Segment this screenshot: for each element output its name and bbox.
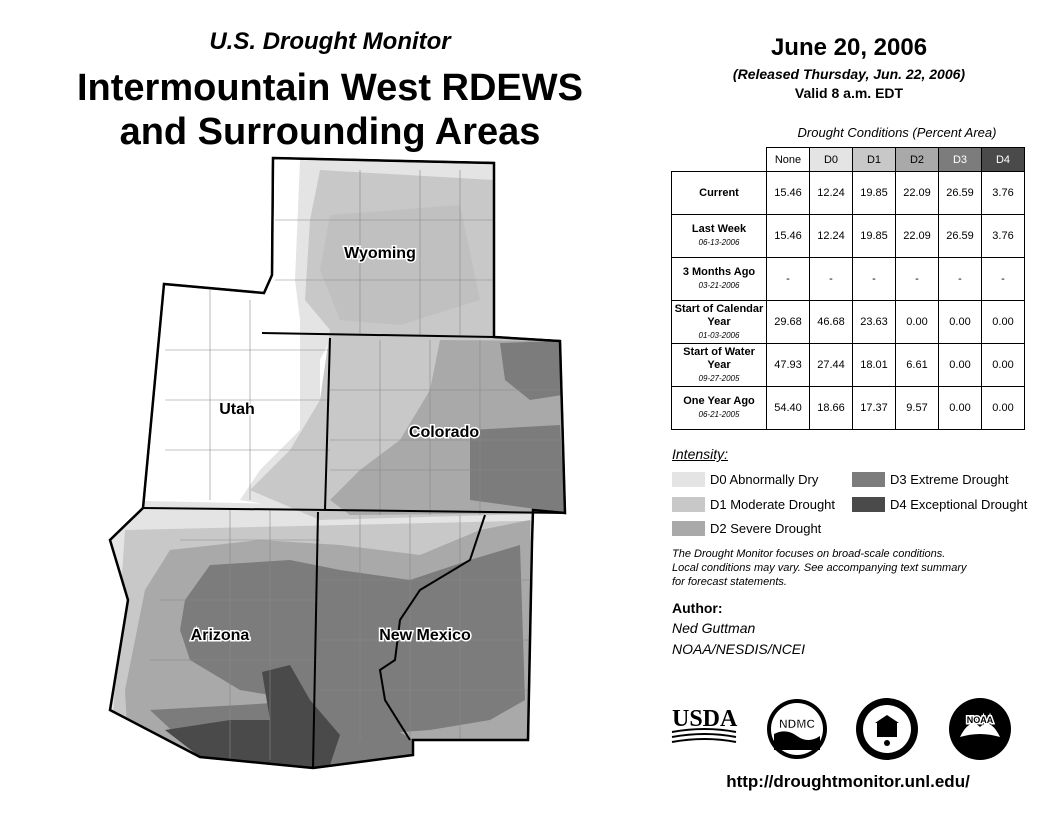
table-corner bbox=[672, 148, 767, 172]
state-label-arizona: Arizona bbox=[190, 627, 250, 644]
release-date: (Released Thursday, Jun. 22, 2006) bbox=[732, 66, 966, 82]
legend-swatch-d0 bbox=[672, 472, 705, 487]
map-title-line2: and Surrounding Areas bbox=[119, 111, 541, 153]
table-cell: 15.46 bbox=[767, 172, 810, 215]
legend-label-d0: D0 Abnormally Dry bbox=[710, 472, 819, 487]
table-header-row bbox=[672, 148, 1025, 172]
disclaimer bbox=[672, 547, 1022, 589]
table-cell: - bbox=[853, 258, 896, 301]
usda-logo bbox=[670, 704, 740, 748]
table-row bbox=[672, 344, 1025, 387]
table-cell: 26.59 bbox=[939, 215, 982, 258]
legend-swatch-d4 bbox=[852, 497, 885, 512]
table-cell: 18.01 bbox=[853, 344, 896, 387]
row-label: Current bbox=[672, 172, 767, 215]
legend-swatch-d2 bbox=[672, 521, 705, 536]
table-cell: 15.46 bbox=[767, 215, 810, 258]
table-cell: 29.68 bbox=[767, 301, 810, 344]
row-label: Start of Water Year 09-27-2005 bbox=[672, 344, 767, 387]
author-org: NOAA/NESDIS/NCEI bbox=[672, 641, 806, 657]
table-cell: - bbox=[810, 258, 853, 301]
table-row bbox=[672, 387, 1025, 430]
col-header-d1: D1 bbox=[853, 148, 896, 172]
map-title-line1: Intermountain West RDEWS bbox=[77, 67, 583, 109]
disclaimer-line: The Drought Monitor focuses on broad-scale conditions. bbox=[672, 548, 946, 560]
state-label-new-mexico: New Mexico bbox=[379, 627, 471, 644]
state-label-colorado: Colorado bbox=[408, 424, 480, 441]
table-cell: 19.85 bbox=[853, 172, 896, 215]
table-cell: - bbox=[939, 258, 982, 301]
ndmc-logo bbox=[766, 698, 828, 760]
d3-area-co bbox=[470, 425, 565, 513]
legend-swatch-d3 bbox=[852, 472, 885, 487]
table-cell: 3.76 bbox=[982, 215, 1025, 258]
d2-area-wy bbox=[320, 205, 480, 325]
legend-swatch-d1 bbox=[672, 497, 705, 512]
author-name: Ned Guttman bbox=[672, 620, 756, 636]
table-row bbox=[672, 301, 1025, 344]
website-url[interactable]: http://droughtmonitor.unl.edu/ bbox=[726, 772, 970, 791]
row-label: One Year Ago 06-21-2005 bbox=[672, 387, 767, 430]
table-cell: 0.00 bbox=[896, 301, 939, 344]
table-cell: 12.24 bbox=[810, 172, 853, 215]
table-cell: 47.93 bbox=[767, 344, 810, 387]
legend-label-d3: D3 Extreme Drought bbox=[890, 472, 1009, 487]
table-row bbox=[672, 258, 1025, 301]
col-header-d3: D3 bbox=[939, 148, 982, 172]
table-cell: 3.76 bbox=[982, 172, 1025, 215]
map-date: June 20, 2006 bbox=[770, 34, 928, 61]
disclaimer-line: for forecast statements. bbox=[672, 576, 787, 588]
commerce-seal bbox=[855, 697, 919, 761]
table-cell: - bbox=[767, 258, 810, 301]
table-cell: 27.44 bbox=[810, 344, 853, 387]
disclaimer-line: Local conditions may vary. See accompanying text summary bbox=[672, 562, 967, 574]
col-header-none: None bbox=[767, 148, 810, 172]
row-label: Start of Calendar Year 01-03-2006 bbox=[672, 301, 767, 344]
drought-conditions-table bbox=[671, 147, 1025, 430]
table-cell: 22.09 bbox=[896, 215, 939, 258]
table-cell: 9.57 bbox=[896, 387, 939, 430]
valid-time: Valid 8 a.m. EDT bbox=[794, 85, 904, 101]
table-cell: 6.61 bbox=[896, 344, 939, 387]
table-cell: 0.00 bbox=[982, 301, 1025, 344]
map-subtitle: U.S. Drought Monitor bbox=[209, 28, 451, 55]
drought-map bbox=[0, 150, 660, 780]
state-label-utah: Utah bbox=[219, 401, 255, 418]
svg-text:NDMC: NDMC bbox=[779, 717, 815, 731]
table-cell: 0.00 bbox=[939, 344, 982, 387]
table-row bbox=[672, 215, 1025, 258]
table-cell: - bbox=[982, 258, 1025, 301]
table-row bbox=[672, 172, 1025, 215]
row-label: Last Week 06-13-2006 bbox=[672, 215, 767, 258]
table-cell: 0.00 bbox=[982, 387, 1025, 430]
legend-title: Intensity: bbox=[672, 446, 729, 462]
table-cell: - bbox=[896, 258, 939, 301]
legend-label-d1: D1 Moderate Drought bbox=[710, 497, 836, 512]
table-cell: 23.63 bbox=[853, 301, 896, 344]
svg-text:USDA: USDA bbox=[672, 706, 738, 732]
author-label: Author: bbox=[672, 600, 723, 616]
svg-text:NOAA: NOAA bbox=[966, 715, 994, 725]
table-cell: 17.37 bbox=[853, 387, 896, 430]
noaa-logo bbox=[948, 697, 1012, 761]
table-cell: 26.59 bbox=[939, 172, 982, 215]
col-header-d2: D2 bbox=[896, 148, 939, 172]
col-header-d4: D4 bbox=[982, 148, 1025, 172]
table-cell: 54.40 bbox=[767, 387, 810, 430]
col-header-d0: D0 bbox=[810, 148, 853, 172]
table-cell: 0.00 bbox=[939, 301, 982, 344]
table-cell: 19.85 bbox=[853, 215, 896, 258]
legend-label-d4: D4 Exceptional Drought bbox=[890, 497, 1028, 512]
table-cell: 0.00 bbox=[982, 344, 1025, 387]
state-label-wyoming: Wyoming bbox=[344, 245, 416, 262]
map-title bbox=[20, 66, 640, 154]
table-cell: 18.66 bbox=[810, 387, 853, 430]
date-block bbox=[668, 34, 1030, 101]
table-cell: 46.68 bbox=[810, 301, 853, 344]
row-label: 3 Months Ago 03-21-2006 bbox=[672, 258, 767, 301]
table-cell: 22.09 bbox=[896, 172, 939, 215]
table-cell: 0.00 bbox=[939, 387, 982, 430]
table-cell: 12.24 bbox=[810, 215, 853, 258]
table-caption: Drought Conditions (Percent Area) bbox=[797, 125, 997, 140]
legend-label-d2: D2 Severe Drought bbox=[710, 521, 822, 536]
